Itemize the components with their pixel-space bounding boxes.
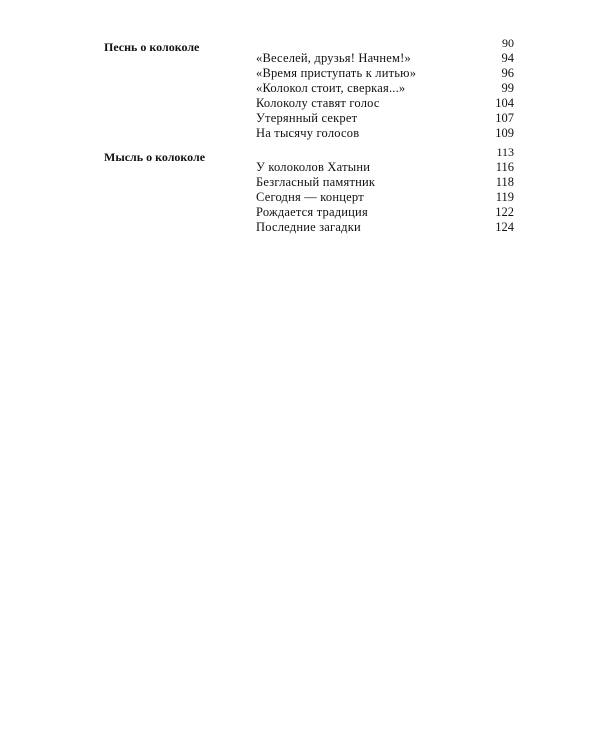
toc-entry [256,51,514,66]
entry-title: Колоколу ставят голос [256,96,380,110]
entry-page-number: 116 [495,160,514,174]
toc-entry [256,126,514,141]
entry-page-number: 104 [495,96,514,110]
toc-entry [256,66,514,81]
toc-entry [256,96,514,111]
section-title: Мысль о колоколе [104,150,206,164]
entry-title: Сегодня — концерт [256,190,364,204]
entry-title: Последние загадки [256,220,361,234]
entry-title: Утерянный секрет [256,111,358,125]
toc-entry [256,175,514,190]
toc-entry [256,220,514,235]
entry-title: Безгласный памятник [256,175,376,189]
entry-title: На тысячу голосов [256,126,360,140]
toc-entry [256,190,514,205]
entry-title: «Колокол стоит, сверкая...» [256,81,406,95]
entry-title: Рождается традиция [256,205,368,219]
entry-page-number: 122 [495,205,514,219]
entry-title: «Время приступать к литью» [256,66,417,80]
entry-list [256,160,514,235]
section-page-number: 90 [502,36,514,50]
toc-entry [256,205,514,220]
entry-page-number: 118 [495,175,514,189]
entry-page-number: 94 [501,51,514,65]
toc-entry [256,81,514,96]
entry-page-number: 124 [495,220,514,234]
entry-title: У колоколов Хатыни [256,160,371,174]
entry-title: «Веселей, друзья! Начнем!» [256,51,411,65]
entry-page-number: 119 [495,190,514,204]
entry-page-number: 107 [495,111,514,125]
entry-page-number: 96 [501,66,514,80]
section-page-number: 113 [496,145,514,159]
toc-entry [256,160,514,175]
entry-page-number: 99 [501,81,514,95]
entry-page-number: 109 [495,126,514,140]
toc-entry [256,111,514,126]
section-title: Песнь о колоколе [104,40,200,54]
entry-list [256,51,514,141]
